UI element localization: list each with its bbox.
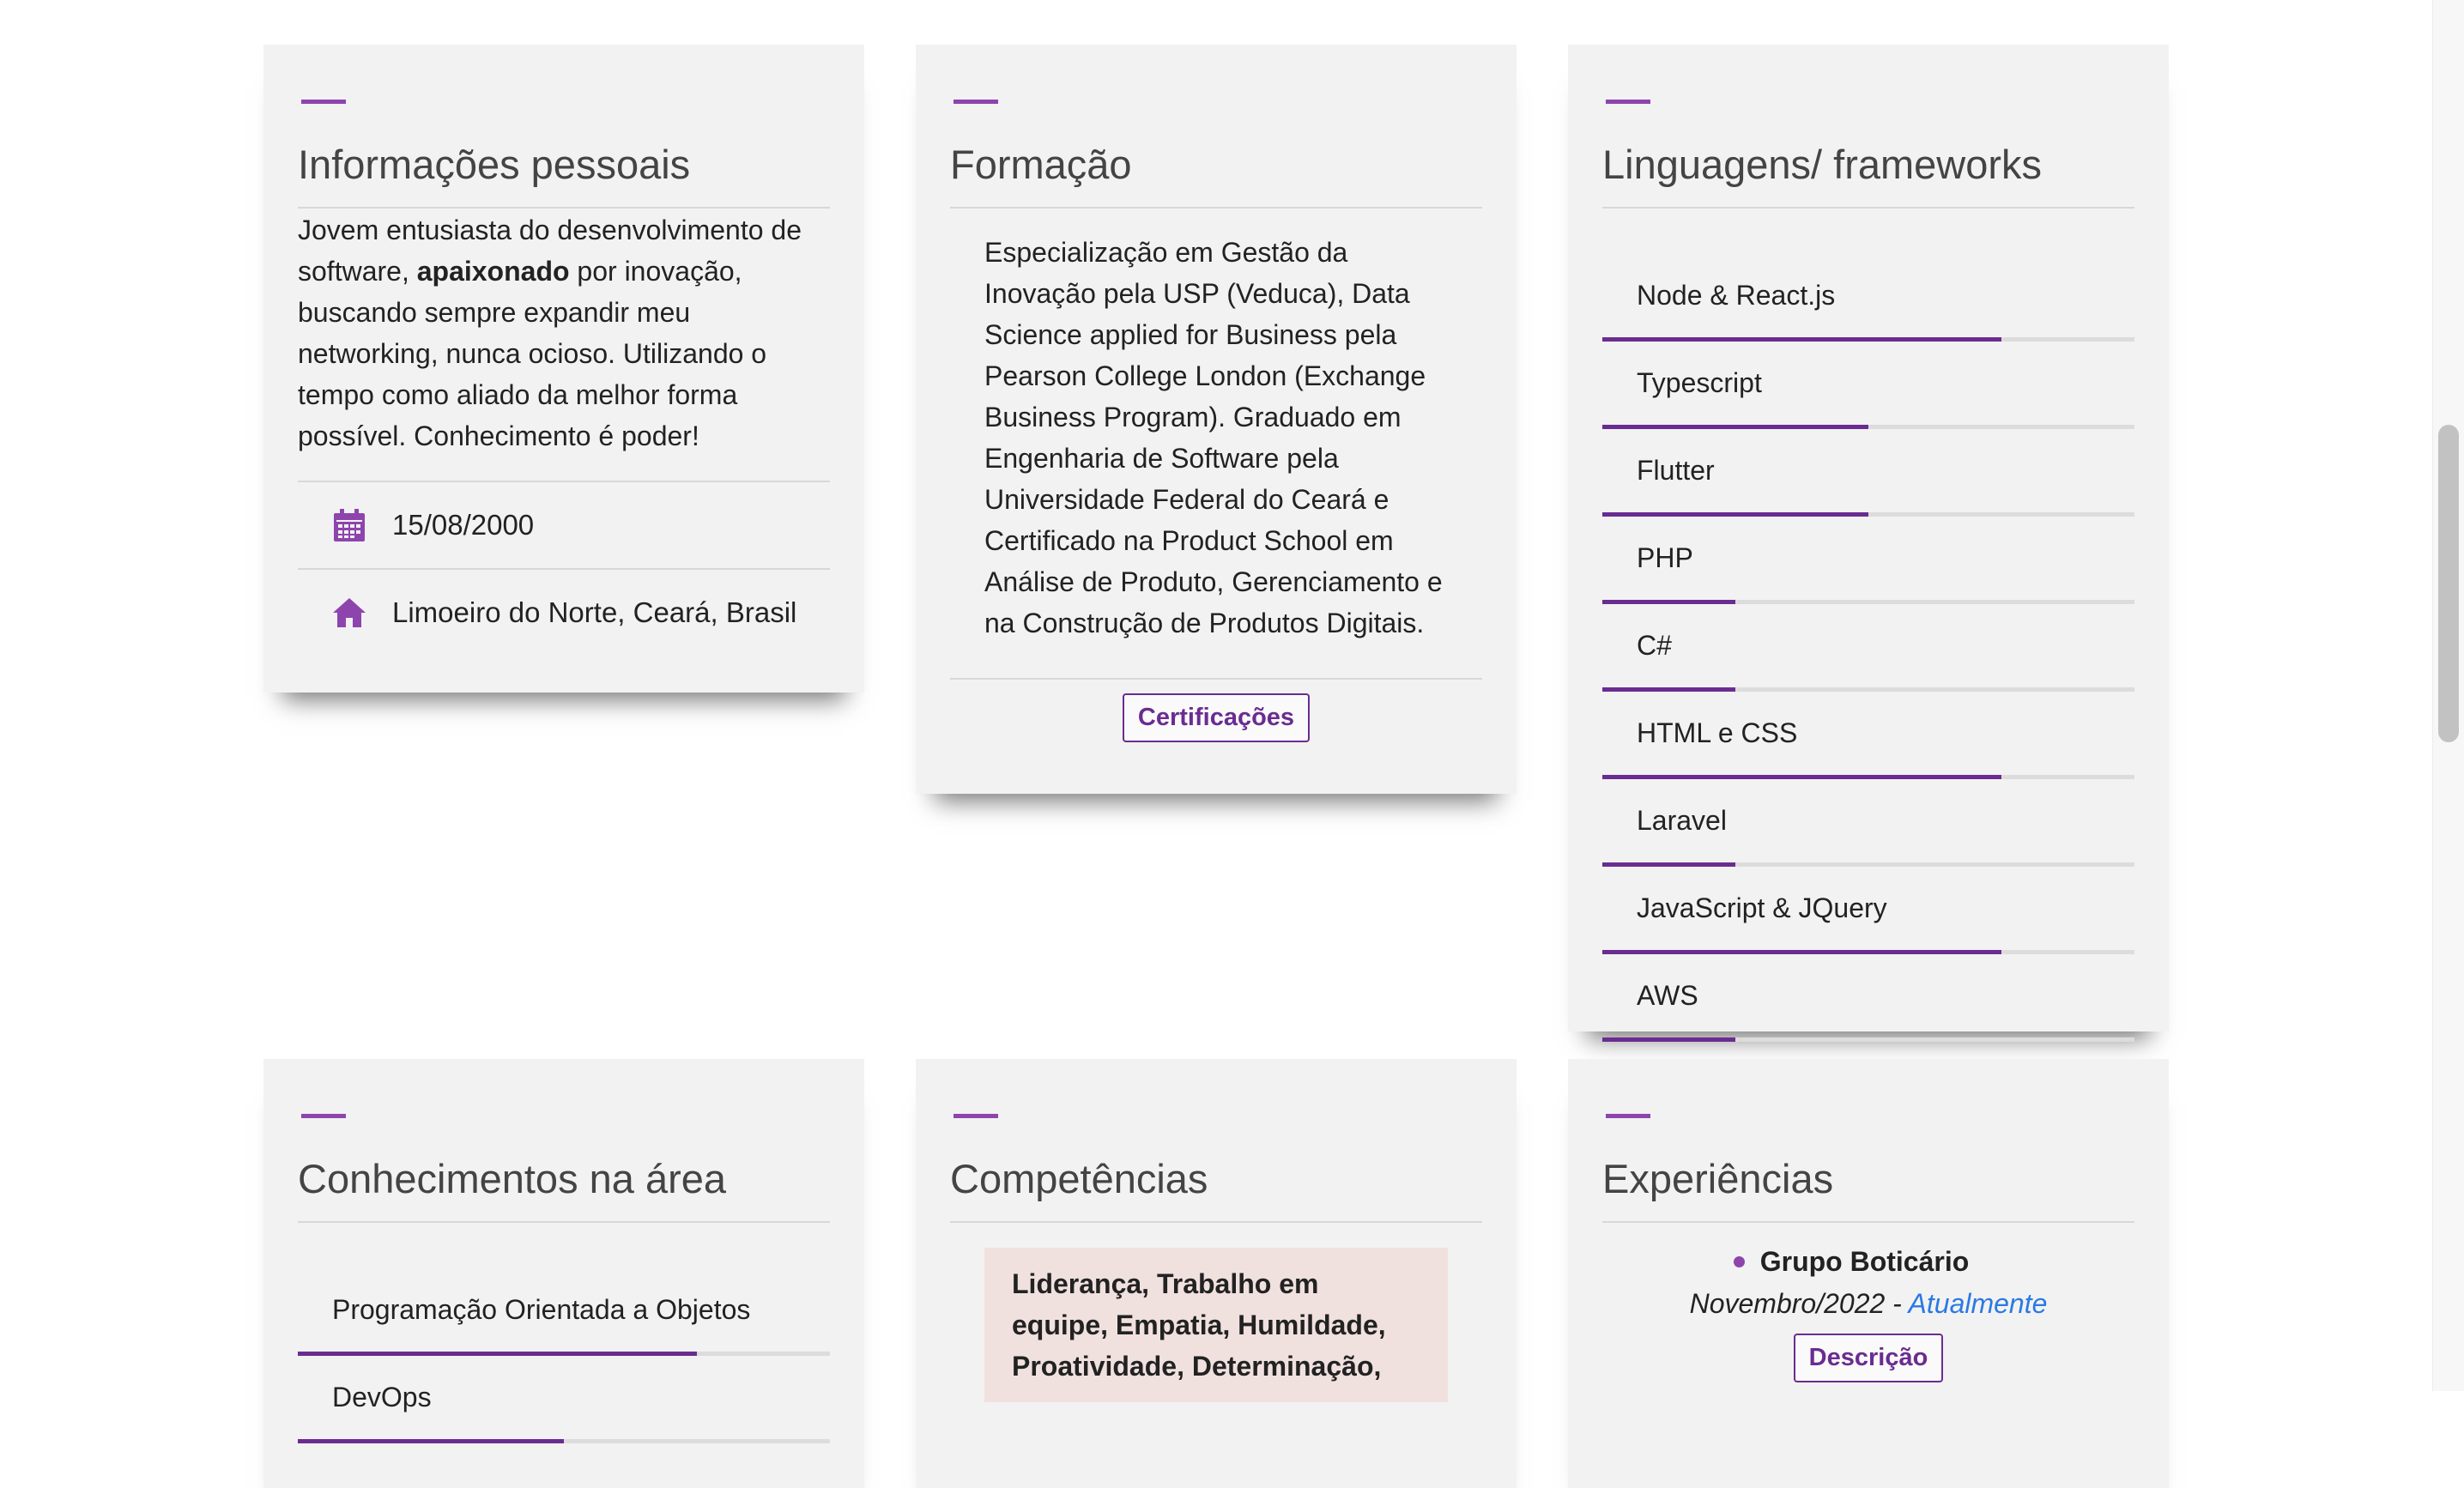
location-row <box>298 568 830 656</box>
languages-card <box>1568 45 2169 1031</box>
page-scrollbar[interactable] <box>2432 0 2464 1391</box>
card-title: Conhecimentos na área <box>298 1155 830 1223</box>
card-accent-line <box>1606 100 1650 104</box>
skill-item <box>1602 867 2134 954</box>
card-title: Informações pessoais <box>298 141 830 209</box>
competencies-card <box>916 1059 1517 1488</box>
experience-period: Novembro/2022 - Atualmente <box>1689 1288 2048 1319</box>
skill-label: Typescript <box>1637 367 1762 398</box>
skill-label: AWS <box>1637 980 1698 1011</box>
skill-label: JavaScript & JQuery <box>1637 892 1887 923</box>
skill-label: DevOps <box>332 1382 432 1412</box>
skill-label: Programação Orientada a Objetos <box>332 1294 751 1325</box>
scrollbar-thumb[interactable] <box>2438 425 2459 742</box>
skill-item <box>1602 604 2134 692</box>
skill-list <box>298 1268 830 1443</box>
skill-label: Flutter <box>1637 455 1715 486</box>
card-accent-line <box>954 1114 998 1118</box>
skill-level-bar <box>1602 1037 2134 1042</box>
personal-bio: Jovem entusiasta do desenvolvimento de software, apaixonado por inovação, buscando sempre expandir meu networking, nunca ocioso. Utilizando o tempo como aliado da melhor forma possível. Conhecimento é poder! <box>298 215 802 451</box>
description-button[interactable]: Descrição <box>1794 1334 1944 1382</box>
knowledge-card <box>263 1059 864 1488</box>
skill-level-bar <box>298 1439 830 1443</box>
certifications-button[interactable]: Certificações <box>1123 693 1310 742</box>
education-text: Especialização em Gestão da Inovação pela USP (Veduca), Data Science applied for Business pela Pearson College London (Exchange Business Program). Graduado em Engenharia de Software pela Universidade Federal do Ceará e Certificado na Product School em Análise de Produto, Gerenciamento e na Construção de Produtos Digitais. <box>984 237 1443 638</box>
birthdate-value: 15/08/2000 <box>392 509 535 541</box>
skill-item <box>1602 954 2134 1042</box>
skill-item <box>1602 254 2134 342</box>
card-accent-line <box>301 100 346 104</box>
experience-card <box>1568 1059 2169 1488</box>
card-accent-line <box>954 100 998 104</box>
skill-item <box>298 1268 830 1356</box>
bullet-icon <box>1734 1256 1745 1267</box>
skill-label: Laravel <box>1637 805 1727 836</box>
skill-item <box>1602 779 2134 867</box>
education-card <box>916 45 1517 794</box>
skill-label: Node & React.js <box>1637 280 1836 311</box>
home-icon <box>332 596 366 630</box>
location-value: Limoeiro do Norte, Ceará, Brasil <box>392 596 797 628</box>
skill-item <box>1602 517 2134 604</box>
birthdate-row <box>298 481 830 568</box>
calendar-icon <box>332 508 366 542</box>
skill-item <box>1602 342 2134 429</box>
competencies-text: Liderança, Trabalho em equipe, Empatia, Humildade, Proatividade, Determinação, <box>1012 1268 1386 1382</box>
card-accent-line <box>301 1114 346 1118</box>
skill-label: PHP <box>1637 542 1693 573</box>
skill-label: C# <box>1637 630 1672 661</box>
personal-info-card <box>263 45 864 693</box>
experience-item <box>1602 1246 2134 1382</box>
skill-level-fill <box>298 1439 564 1443</box>
skill-item <box>1602 429 2134 517</box>
card-title: Formação <box>950 141 1482 209</box>
skill-item <box>1602 692 2134 779</box>
competencies-box <box>984 1248 1448 1402</box>
skill-list <box>1602 254 2134 1042</box>
education-footer <box>950 678 1482 742</box>
card-accent-line <box>1606 1114 1650 1118</box>
card-title: Competências <box>950 1155 1482 1223</box>
company-name: Grupo Boticário <box>1759 1246 1970 1277</box>
card-title: Experiências <box>1602 1155 2134 1223</box>
skill-level-fill <box>1602 1037 1735 1042</box>
skill-label: HTML e CSS <box>1637 717 1798 748</box>
card-title: Linguagens/ frameworks <box>1602 141 2134 209</box>
current-link[interactable]: Atualmente <box>1908 1288 2048 1319</box>
skill-item <box>298 1356 830 1443</box>
